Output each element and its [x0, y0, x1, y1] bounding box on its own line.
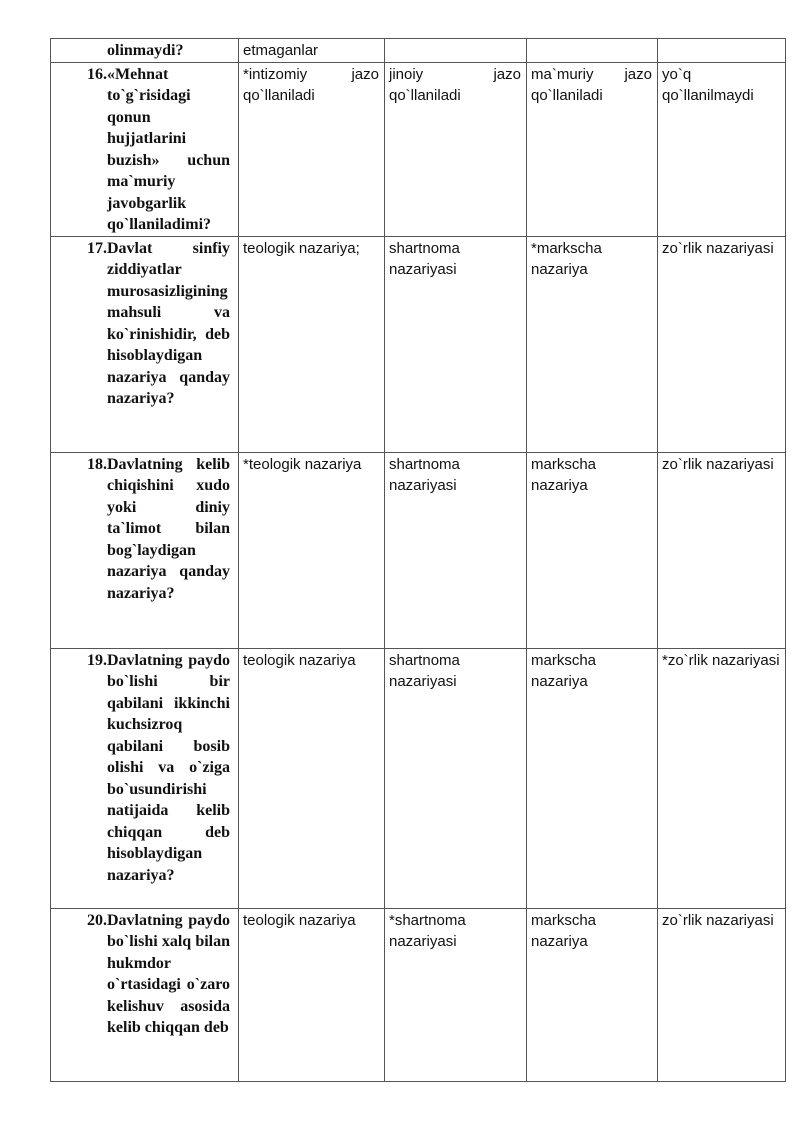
answer-option-text: teologik nazariya;	[243, 239, 360, 257]
question-number: 16.	[87, 65, 107, 83]
question-text: Davlatning paydo bo`lishi bir qabilani ikkinchi kuchsizroq qabilani bosib olishi va o`ziga bo`usundirishi natijaida kelib chiqqan deb hisoblaydigan nazariya?	[107, 651, 230, 884]
answer-option-text: zo`rlik nazariyasi	[662, 911, 774, 929]
answer-option-cell	[239, 62, 385, 236]
question-cell	[51, 908, 239, 1081]
question-number: 19.	[87, 651, 107, 669]
answer-option-cell	[527, 62, 658, 236]
answer-option-cell	[527, 236, 658, 452]
answer-option-cell	[239, 39, 385, 63]
answer-option-cell	[658, 452, 786, 648]
answer-option-cell	[527, 452, 658, 648]
answer-option-cell	[385, 452, 527, 648]
question-cell	[51, 62, 239, 236]
answer-option-text: shartnoma nazariyasi	[389, 455, 460, 494]
question-cell	[51, 452, 239, 648]
answer-option-cell	[385, 236, 527, 452]
test-questions-table	[50, 38, 786, 1082]
answer-option-cell	[527, 39, 658, 63]
question-row	[51, 648, 786, 908]
answer-option-text: markscha nazariya	[531, 651, 597, 690]
question-text: Davlatning paydo bo`lishi xalq bilan hukmdor o`rtasidagi o`zaro kelishuv asosida kelib chiqqan deb	[107, 911, 230, 1036]
answer-option-cell	[658, 62, 786, 236]
question-row	[51, 236, 786, 452]
answer-option-text: zo`rlik nazariyasi	[662, 239, 774, 257]
answer-option-text: jinoiy jazo qo`llaniladi	[389, 65, 521, 104]
document-page	[50, 38, 786, 1082]
question-row	[51, 908, 786, 1081]
question-cell	[51, 648, 239, 908]
question-row	[51, 62, 786, 236]
answer-option-cell	[658, 648, 786, 908]
question-cell	[51, 39, 239, 63]
answer-option-text: yo`q qo`llanilmaydi	[662, 65, 754, 104]
question-text: Davlat sinfiy ziddiyatlar murosasizligining mahsuli va ko`rinishidir, deb hisoblaydigan nazariya qanday nazariya?	[107, 239, 230, 407]
answer-option-text: markscha nazariya	[531, 911, 597, 950]
question-row	[51, 39, 786, 63]
answer-option-text: *shartnoma nazariyasi	[389, 911, 466, 950]
question-number: 17.	[87, 239, 107, 257]
question-number: 20.	[87, 911, 107, 929]
answer-option-text: *markscha nazariya	[531, 239, 602, 278]
answer-option-text: *intizomiy jazo qo`llaniladi	[243, 65, 379, 104]
answer-option-cell	[527, 908, 658, 1081]
answer-option-cell	[658, 908, 786, 1081]
question-text: Davlatning kelib chiqishini xudo yoki diniy ta`limot bilan bog`laydigan nazariya qanday nazariya?	[107, 455, 230, 602]
answer-option-cell	[239, 236, 385, 452]
answer-option-text: *zo`rlik nazariyasi	[662, 651, 780, 669]
answer-option-cell	[385, 648, 527, 908]
answer-option-cell	[239, 648, 385, 908]
answer-option-text: *teologik nazariya	[243, 455, 362, 473]
answer-option-text: shartnoma nazariyasi	[389, 651, 460, 690]
answer-option-cell	[385, 39, 527, 63]
question-text: «Mehnat to`g`risidagi qonun hujjatlarini buzish» uchun ma`muriy javobgarlik qo`llaniladimi?	[107, 65, 230, 233]
answer-option-text: ma`muriy jazo qo`llaniladi	[531, 65, 652, 104]
answer-option-text: etmaganlar	[243, 42, 319, 59]
answer-option-text: teologik nazariya	[243, 651, 356, 669]
question-number: 18.	[87, 455, 107, 473]
answer-option-text: teologik nazariya	[243, 911, 356, 929]
answer-option-cell	[658, 236, 786, 452]
question-cell	[51, 236, 239, 452]
answer-option-cell	[527, 648, 658, 908]
answer-option-cell	[385, 62, 527, 236]
question-text: olinmaydi?	[107, 42, 184, 59]
answer-option-cell	[385, 908, 527, 1081]
answer-option-text: markscha nazariya	[531, 455, 597, 494]
answer-option-cell	[239, 452, 385, 648]
question-row	[51, 452, 786, 648]
answer-option-cell	[239, 908, 385, 1081]
answer-option-text: zo`rlik nazariyasi	[662, 455, 774, 473]
answer-option-cell	[658, 39, 786, 63]
answer-option-text: shartnoma nazariyasi	[389, 239, 460, 278]
